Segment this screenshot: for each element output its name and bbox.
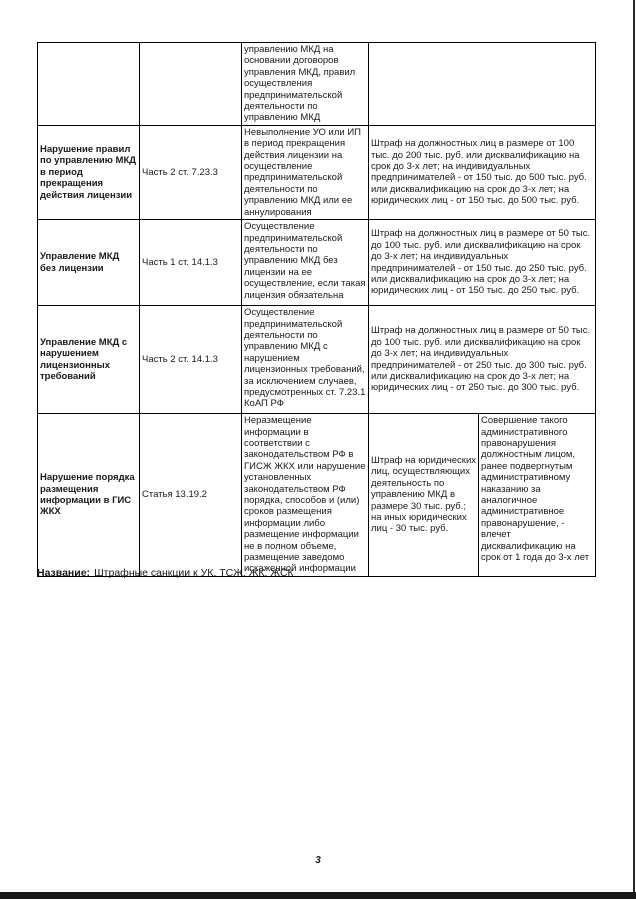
caption-text: Штрафные санкции к УК, ТСЖ, ЖК, ЖСК [94,567,294,579]
fine-cell: Штраф на юридических лиц, осуществляющих деятельность по управлению МКД в размере 30 тыс. руб.; на иных юридических лиц - 30 тыс. руб. [369,414,479,577]
article-cell: Статья 13.19.2 [140,414,242,577]
description-cell: Невыполнение УО или ИП в период прекращения действия лицензии на осуществление предпринимательской деятельности по управлению МКД или ее аннулирования [242,125,369,219]
page-right-border [633,0,635,893]
description-cell: управлению МКД на основании договоров управления МКД, правил осуществления предпринимательской деятельности по управлению МКД [242,43,369,126]
article-cell: Часть 2 ст. 7.23.3 [140,125,242,219]
fine-cell: Штраф на должностных лиц в размере от 100 тыс. до 200 тыс. руб. или дисквалификацию на срок до 3-х лет; на индивидуальных предпринимателей - от 150 тыс. до 500 тыс. руб. или дисквалификацию на срок до 3-х лет; на юридических лиц - от 150 тыс. до 500 тыс. руб. [369,125,596,219]
fine-cell: Штраф на должностных лиц в размере от 50 тыс. до 100 тыс. руб. или дисквалификацию на срок до 3-х лет; на индивидуальных предпринимателей - от 250 тыс. до 300 тыс. руб. или дисквалификацию на срок до 3-х лет; на юридических лиц - от 250 тыс. до 300 тыс. руб. [369,306,596,414]
article-cell: Часть 2 ст. 14.1.3 [140,306,242,414]
description-cell: Неразмещение информации в соответствии с законодательством РФ в ГИСЖ ЖКХ или нарушение установленных законодательством РФ порядка, способов и (или) сроков размещения информации либо размещение информации не в полном объеме, размещение заведомо искаженной информации [242,414,369,577]
table-row [38,306,596,414]
table-row [38,414,596,577]
table-row [38,220,596,306]
article-cell: Часть 1 ст. 14.1.3 [140,220,242,306]
note-cell: Совершение такого административного правонарушения должностным лицом, ранее подвергнутым административному наказанию за аналогичное административное правонарушение, - влечет дисквалификацию на срок от 1 года до 3-х лет [479,414,596,577]
table-row [38,125,596,219]
violation-cell [38,43,140,126]
sanctions-table [37,42,596,577]
description-cell: Осуществление предпринимательской деятельности по управлению МКД без лицензии на ее осуществление, если такая лицензия обязательна [242,220,369,306]
caption-label: Название: [37,567,91,579]
table-caption [37,567,294,580]
violation-cell: Нарушение правил по управлению МКД в период прекращения действия лицензии [38,125,140,219]
violation-cell: Нарушение порядка размещения информации в ГИС ЖКХ [38,414,140,577]
article-cell [140,43,242,126]
page-edge-bar [0,892,636,899]
fine-cell: Штраф на должностных лиц в размере от 50 тыс. до 100 тыс. руб. или дисквалификацию на срок до 3-х лет; на индивидуальных предпринимателей - от 150 тыс. до 250 тыс. руб. или дисквалификацию на срок до 3-х лет; на юридических лиц - от 150 тыс. до 250 тыс. руб. [369,220,596,306]
description-cell: Осуществление предпринимательской деятельности по управлению МКД с нарушением лицензионных требований, за исключением случаев, предусмотренных ст. 7.23.1 КоАП РФ [242,306,369,414]
table-row [38,43,596,126]
page-number: 3 [315,855,321,866]
violation-cell: Управление МКД без лицензии [38,220,140,306]
violation-cell: Управление МКД с нарушением лицензионных требований [38,306,140,414]
fine-cell [369,43,596,126]
